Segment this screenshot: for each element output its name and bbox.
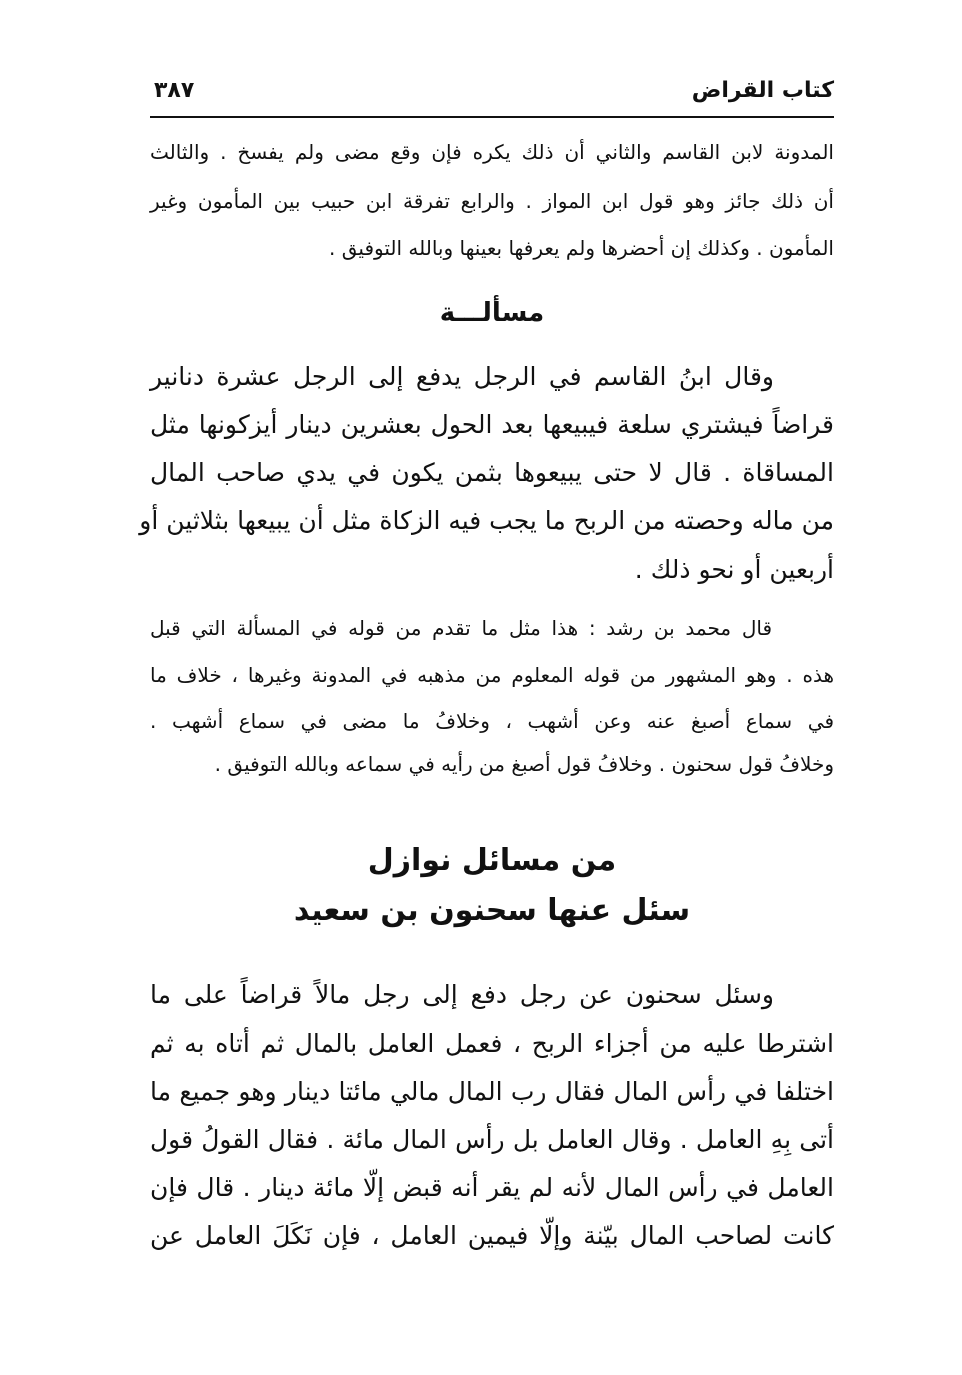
text-line: قال محمد بن رشد : هذا مثل ما تقدم من قوله في المسألة التي قبل (150, 616, 772, 640)
page-number: ٣٨٧ (154, 78, 195, 103)
section-heading: من مسائل نوازل (367, 843, 617, 878)
text-line: قراضاً فيشتري سلعة فيبيعها بعد الحول بعشرين دينار أيزكونها مثل (150, 410, 834, 439)
text-line: أربعين أو نحو ذلك . (634, 555, 834, 584)
text-line: هذه . وهو المشهور من قوله المعلوم من مذهبه في المدونة وغيرها ، خلاف ما (150, 663, 834, 687)
text-line: في سماع أصبغ عنه وعن أشهب ، وخلافُ ما مضى في سماع أشهب . (150, 709, 834, 733)
book-title: كتاب القراض (691, 78, 834, 103)
text-line: المدونة لابن القاسم والثاني أن ذلك يكره فإن وقع مضى ولم يفسخ . والثالث (150, 140, 834, 164)
text-line: كانت لصاحب المال بيّنة وإلّا فيمين العامل ، فإن نَكَلَ العامل عن (150, 1221, 834, 1250)
text-line: أتى بِهِ العامل . وقال العامل بل رأس المال مائة . فقال القولُ قول (150, 1125, 834, 1154)
text-line: المأمون . وكذلك إن أحضرها ولم يعرفها بعينها وبالله التوفيق . (329, 236, 834, 260)
text-line: اختلفا في رأس المال فقال رب المال مالي مائتا دينار وهو جميع ما (150, 1077, 834, 1106)
section-subheading: سئل عنها سحنون بن سعيد (293, 893, 691, 928)
text-line: أن ذلك جائز وهو قول ابن المواز . والرابع تفرقة ابن حبيب بين المأمون وغير (150, 189, 834, 213)
running-header (150, 70, 834, 118)
text-line: من ماله وحصته من الربح ما يجب فيه الزكاة مثل أن يبيعها بثلاثين أو (139, 506, 834, 535)
section-heading: مسألـــة (439, 298, 545, 328)
text-line: وخلافُ قول سحنون . وخلافُ قول أصبغ من رأيه في سماعه وبالله التوفيق . (214, 752, 834, 776)
text-line: اشترطا عليه من أجزاء الربح ، فعمل العامل بالمال ثم أتاه به ثم (150, 1029, 834, 1058)
text-line: وسئل سحنون عن رجل دفع إلى رجل مالاً قراضاً على ما (150, 980, 774, 1009)
text-line: المساقاة . قال لا حتى يبيعوها بثمن يكون في يدي صاحب المال (150, 458, 834, 487)
text-line: وقال ابنُ القاسم في الرجل يدفع إلى الرجل عشرة دنانير (150, 362, 774, 391)
text-line: العامل في رأس المال لأنه لم يقر أنه قبض إلّا مائة دينار . قال فإن (150, 1173, 834, 1202)
